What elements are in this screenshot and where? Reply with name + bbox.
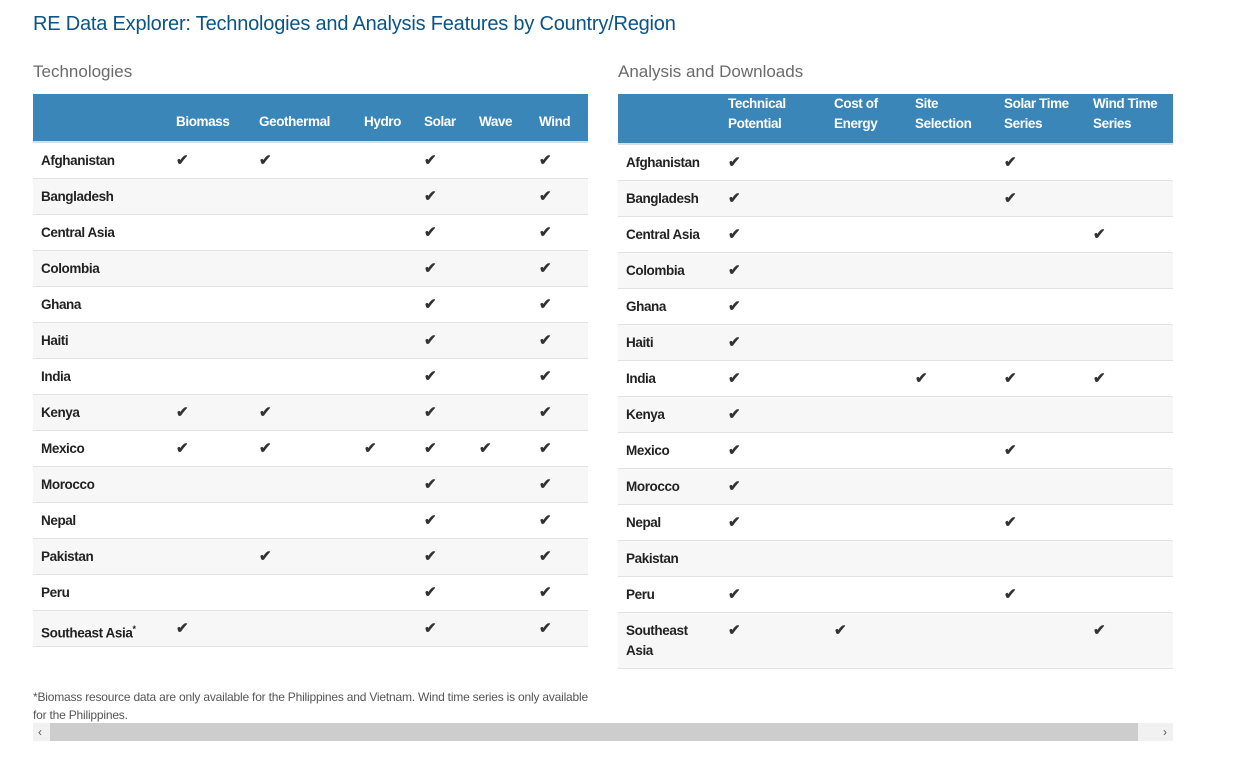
table-row: [33, 466, 588, 502]
empty-cell: [1085, 432, 1173, 468]
country-name: Nepal: [41, 512, 76, 528]
empty-cell: [826, 540, 907, 576]
row-label: [33, 214, 168, 250]
check-icon: ✔: [720, 216, 826, 252]
page-title: RE Data Explorer: Technologies and Analysis Features by Country/Region: [33, 13, 676, 35]
check-icon: ✔: [996, 576, 1085, 612]
check-icon: ✔: [1085, 612, 1173, 668]
country-name: Morocco: [626, 478, 680, 494]
scrollbar-thumb[interactable]: [50, 723, 1138, 741]
empty-cell: [471, 214, 531, 250]
country-name: Bangladesh: [626, 190, 699, 206]
column-header: [33, 94, 168, 142]
table-row: [33, 358, 588, 394]
check-icon: ✔: [531, 250, 588, 286]
check-icon: ✔: [720, 468, 826, 504]
row-label: [33, 610, 168, 646]
empty-cell: [907, 144, 996, 180]
country-name: Colombia: [626, 262, 685, 278]
empty-cell: [907, 180, 996, 216]
row-label: [618, 540, 720, 576]
empty-cell: [720, 540, 826, 576]
empty-cell: [826, 432, 907, 468]
table-row: [33, 538, 588, 574]
empty-cell: [1085, 144, 1173, 180]
check-icon: ✔: [168, 142, 251, 178]
row-label: [33, 286, 168, 322]
table-row: [618, 540, 1173, 576]
empty-cell: [907, 504, 996, 540]
empty-cell: [356, 286, 416, 322]
check-icon: ✔: [720, 252, 826, 288]
check-icon: ✔: [416, 502, 471, 538]
empty-cell: [356, 538, 416, 574]
empty-cell: [251, 610, 356, 646]
row-label: [618, 288, 720, 324]
check-icon: ✔: [720, 396, 826, 432]
empty-cell: [826, 144, 907, 180]
check-icon: ✔: [720, 144, 826, 180]
empty-cell: [826, 216, 907, 252]
empty-cell: [907, 576, 996, 612]
row-label: [618, 468, 720, 504]
technologies-table: [33, 94, 588, 647]
country-name: Haiti: [41, 332, 69, 348]
empty-cell: [356, 574, 416, 610]
table-row: [33, 610, 588, 646]
check-icon: ✔: [416, 538, 471, 574]
check-icon: ✔: [996, 504, 1085, 540]
column-header: Hydro: [356, 94, 416, 142]
empty-cell: [471, 358, 531, 394]
country-name: Afghanistan: [626, 155, 700, 170]
check-icon: ✔: [416, 610, 471, 646]
country-name: Peru: [41, 584, 70, 600]
empty-cell: [251, 250, 356, 286]
check-icon: ✔: [168, 394, 251, 430]
table-row: [618, 504, 1173, 540]
column-header: Site Selection: [907, 94, 996, 144]
check-icon: ✔: [531, 394, 588, 430]
check-icon: ✔: [531, 538, 588, 574]
empty-cell: [1085, 324, 1173, 360]
empty-cell: [996, 396, 1085, 432]
column-header: Technical Potential: [720, 94, 826, 144]
check-icon: ✔: [720, 180, 826, 216]
check-icon: ✔: [416, 394, 471, 430]
table-row: [33, 574, 588, 610]
check-icon: ✔: [251, 394, 356, 430]
empty-cell: [826, 324, 907, 360]
check-icon: ✔: [251, 538, 356, 574]
row-label: [33, 250, 168, 286]
empty-cell: [471, 466, 531, 502]
table-row: [33, 214, 588, 250]
empty-cell: [251, 358, 356, 394]
row-label: [618, 612, 720, 668]
empty-cell: [907, 468, 996, 504]
technologies-heading: Technologies: [33, 62, 133, 81]
empty-cell: [1085, 540, 1173, 576]
empty-cell: [471, 538, 531, 574]
empty-cell: [996, 468, 1085, 504]
check-icon: ✔: [907, 360, 996, 396]
table-row: [618, 360, 1173, 396]
table-row: [618, 144, 1173, 180]
empty-cell: [826, 180, 907, 216]
table-row: [618, 252, 1173, 288]
check-icon: ✔: [251, 430, 356, 466]
table-row: [618, 468, 1173, 504]
row-label: [33, 502, 168, 538]
country-name: India: [626, 370, 656, 386]
empty-cell: [356, 394, 416, 430]
check-icon: ✔: [416, 286, 471, 322]
empty-cell: [356, 358, 416, 394]
empty-cell: [168, 358, 251, 394]
empty-cell: [168, 322, 251, 358]
empty-cell: [907, 252, 996, 288]
country-name: Kenya: [41, 404, 80, 420]
empty-cell: [168, 286, 251, 322]
empty-cell: [471, 502, 531, 538]
scroll-right-arrow-icon[interactable]: ›: [1163, 725, 1167, 739]
check-icon: ✔: [168, 430, 251, 466]
check-icon: ✔: [531, 358, 588, 394]
table-row: [618, 432, 1173, 468]
row-label: [618, 144, 720, 180]
row-label: [33, 430, 168, 466]
row-label: [33, 574, 168, 610]
empty-cell: [168, 502, 251, 538]
horizontal-scrollbar[interactable]: [33, 723, 1173, 741]
check-icon: ✔: [1085, 360, 1173, 396]
check-icon: ✔: [531, 178, 588, 214]
check-icon: ✔: [356, 430, 416, 466]
check-icon: ✔: [720, 324, 826, 360]
empty-cell: [1085, 504, 1173, 540]
empty-cell: [471, 286, 531, 322]
empty-cell: [471, 610, 531, 646]
table-row: [618, 324, 1173, 360]
analysis-heading: Analysis and Downloads: [618, 62, 804, 81]
row-label: [618, 324, 720, 360]
table-row: [33, 394, 588, 430]
analysis-table: [618, 94, 1173, 669]
empty-cell: [826, 468, 907, 504]
check-icon: ✔: [168, 610, 251, 646]
empty-cell: [356, 250, 416, 286]
empty-cell: [251, 322, 356, 358]
empty-cell: [907, 612, 996, 668]
check-icon: ✔: [720, 288, 826, 324]
empty-cell: [826, 576, 907, 612]
row-label: [33, 322, 168, 358]
empty-cell: [907, 216, 996, 252]
empty-cell: [356, 322, 416, 358]
check-icon: ✔: [416, 358, 471, 394]
row-label: [618, 396, 720, 432]
column-header: Biomass: [168, 94, 251, 142]
check-icon: ✔: [996, 180, 1085, 216]
empty-cell: [168, 466, 251, 502]
empty-cell: [907, 540, 996, 576]
country-name: Peru: [626, 586, 655, 602]
empty-cell: [168, 538, 251, 574]
table-row: [33, 322, 588, 358]
footnote-marker: *: [132, 623, 136, 634]
empty-cell: [1085, 180, 1173, 216]
column-header: Wave: [471, 94, 531, 142]
check-icon: ✔: [416, 574, 471, 610]
empty-cell: [996, 252, 1085, 288]
column-header: [618, 94, 720, 144]
empty-cell: [168, 250, 251, 286]
table-row: [33, 178, 588, 214]
check-icon: ✔: [1085, 216, 1173, 252]
column-header: Geothermal: [251, 94, 356, 142]
column-header: Wind Time Series: [1085, 94, 1173, 144]
row-label: [618, 504, 720, 540]
check-icon: ✔: [996, 144, 1085, 180]
country-name: Pakistan: [41, 548, 94, 564]
column-header: Cost of Energy: [826, 94, 907, 144]
table-row: [618, 180, 1173, 216]
check-icon: ✔: [826, 612, 907, 668]
check-icon: ✔: [416, 466, 471, 502]
table-row: [33, 142, 588, 178]
check-icon: ✔: [531, 430, 588, 466]
check-icon: ✔: [531, 142, 588, 178]
country-name: Mexico: [41, 440, 85, 456]
empty-cell: [251, 286, 356, 322]
empty-cell: [1085, 288, 1173, 324]
scroll-left-arrow-icon[interactable]: ‹: [38, 725, 42, 739]
footnote: *Biomass resource data are only available for the Philippines and Vietnam. Wind time series is only available for the Philippines.: [33, 690, 588, 722]
check-icon: ✔: [996, 432, 1085, 468]
empty-cell: [996, 288, 1085, 324]
country-name: Southeast Asia: [626, 622, 688, 658]
table-row: [618, 216, 1173, 252]
empty-cell: [168, 178, 251, 214]
row-label: [33, 394, 168, 430]
empty-cell: [996, 540, 1085, 576]
country-name: Central Asia: [41, 224, 115, 240]
empty-cell: [356, 610, 416, 646]
row-label: [618, 576, 720, 612]
column-header: Solar: [416, 94, 471, 142]
empty-cell: [826, 252, 907, 288]
column-header: Solar Time Series: [996, 94, 1085, 144]
empty-cell: [826, 360, 907, 396]
empty-cell: [251, 178, 356, 214]
empty-cell: [356, 466, 416, 502]
row-label: [618, 360, 720, 396]
empty-cell: [907, 396, 996, 432]
check-icon: ✔: [720, 360, 826, 396]
country-name: Southeast Asia: [41, 625, 133, 640]
empty-cell: [1085, 396, 1173, 432]
empty-cell: [1085, 468, 1173, 504]
check-icon: ✔: [531, 574, 588, 610]
empty-cell: [471, 142, 531, 178]
check-icon: ✔: [416, 430, 471, 466]
empty-cell: [471, 574, 531, 610]
table-row: [33, 286, 588, 322]
country-name: Bangladesh: [41, 188, 114, 204]
table-row: [33, 430, 588, 466]
empty-cell: [251, 214, 356, 250]
check-icon: ✔: [720, 612, 826, 668]
empty-cell: [1085, 576, 1173, 612]
check-icon: ✔: [416, 178, 471, 214]
column-header: Wind: [531, 94, 588, 142]
check-icon: ✔: [531, 322, 588, 358]
check-icon: ✔: [531, 466, 588, 502]
empty-cell: [826, 288, 907, 324]
check-icon: ✔: [416, 322, 471, 358]
country-name: Haiti: [626, 334, 654, 350]
row-label: [618, 180, 720, 216]
empty-cell: [356, 142, 416, 178]
row-label: [33, 538, 168, 574]
row-label: [33, 142, 168, 178]
check-icon: ✔: [471, 430, 531, 466]
country-name: Central Asia: [626, 226, 700, 242]
empty-cell: [471, 250, 531, 286]
table-row: [33, 250, 588, 286]
check-icon: ✔: [251, 142, 356, 178]
country-name: Pakistan: [626, 550, 679, 566]
country-name: Mexico: [626, 442, 670, 458]
check-icon: ✔: [720, 576, 826, 612]
country-name: Morocco: [41, 476, 95, 492]
check-icon: ✔: [416, 250, 471, 286]
empty-cell: [471, 394, 531, 430]
row-label: [618, 432, 720, 468]
country-name: Nepal: [626, 514, 661, 530]
table-row: [618, 396, 1173, 432]
check-icon: ✔: [416, 142, 471, 178]
check-icon: ✔: [531, 610, 588, 646]
empty-cell: [996, 324, 1085, 360]
country-name: India: [41, 368, 71, 384]
table-row: [618, 288, 1173, 324]
row-label: [618, 216, 720, 252]
country-name: Kenya: [626, 406, 665, 422]
table-row: [33, 502, 588, 538]
empty-cell: [356, 178, 416, 214]
empty-cell: [907, 432, 996, 468]
check-icon: ✔: [720, 504, 826, 540]
check-icon: ✔: [531, 286, 588, 322]
row-label: [33, 466, 168, 502]
country-name: Ghana: [41, 296, 82, 312]
country-name: Ghana: [626, 298, 667, 314]
check-icon: ✔: [531, 214, 588, 250]
empty-cell: [251, 574, 356, 610]
row-label: [618, 252, 720, 288]
empty-cell: [996, 612, 1085, 668]
empty-cell: [168, 574, 251, 610]
empty-cell: [996, 216, 1085, 252]
empty-cell: [251, 502, 356, 538]
empty-cell: [356, 502, 416, 538]
empty-cell: [907, 288, 996, 324]
empty-cell: [1085, 252, 1173, 288]
empty-cell: [251, 466, 356, 502]
empty-cell: [471, 178, 531, 214]
table-row: [618, 612, 1173, 668]
check-icon: ✔: [720, 432, 826, 468]
check-icon: ✔: [416, 214, 471, 250]
empty-cell: [907, 324, 996, 360]
row-label: [33, 178, 168, 214]
check-icon: ✔: [531, 502, 588, 538]
empty-cell: [356, 214, 416, 250]
empty-cell: [471, 322, 531, 358]
country-name: Afghanistan: [41, 153, 115, 168]
country-name: Colombia: [41, 260, 100, 276]
row-label: [33, 358, 168, 394]
empty-cell: [826, 396, 907, 432]
check-icon: ✔: [996, 360, 1085, 396]
table-row: [618, 576, 1173, 612]
empty-cell: [168, 214, 251, 250]
empty-cell: [826, 504, 907, 540]
